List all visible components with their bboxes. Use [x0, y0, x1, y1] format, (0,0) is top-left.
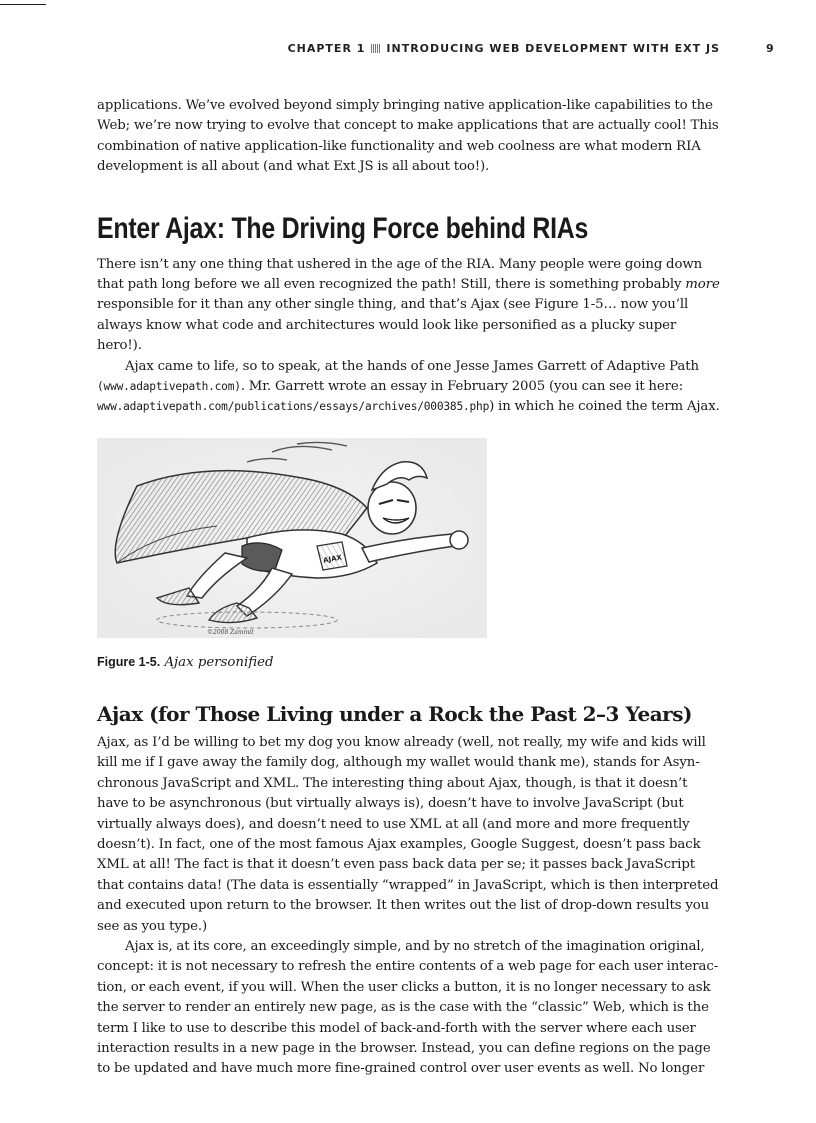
- chapter-title: INTRODUCING WEB DEVELOPMENT WITH EXT JS: [386, 42, 720, 55]
- page-body: [97, 96, 722, 1080]
- figure-label: Figure 1-5.: [97, 654, 161, 669]
- section-heading-ajax-rock: Ajax (for Those Living under a Rock the Past 2–3 Years): [97, 701, 692, 726]
- section1-paragraph-1: [97, 255, 722, 357]
- fist: [450, 531, 468, 549]
- header-separator-icon: [371, 44, 380, 53]
- running-header: [0, 42, 720, 55]
- text-run: . Mr. Garrett wrote an essay in February 2005 (you can see it here:: [240, 379, 684, 395]
- section2-paragraph-1: Ajax, as I’d be willing to bet my dog you know already (well, not really, my wife and kids will kill me if I gave away the family dog, although my wallet would thank me), stands for Asyn-chronous JavaScript and XML. The interesting thing about Ajax, though, is that it doesn’t have to be asynchronous (but virtually always is), doesn’t have to involve JavaScript (but virtually always does), and doesn’t need to use XML at all (and more and more frequently doesn’t). In fact, one of the most famous Ajax examples, Google Suggest, doesn’t pass back XML at all! The fact is that it doesn’t even pass back data per se; it passes back JavaScript that contains data! (The data is essentially “wrapped” in JavaScript, which is then interpreted and executed upon return to the browser. It then writes out the list of drop-down results you see as you type.): [97, 734, 719, 934]
- text-run: Ajax came to life, so to speak, at the hands of one Jesse James Garrett of Adaptive Path: [125, 358, 699, 374]
- figure-ajax-superhero: [97, 438, 487, 638]
- text-run: There isn’t any one thing that ushered in the age of the RIA. Many people were going down that path long before we all even recognized the path! Still, there is something probably: [97, 256, 703, 293]
- emphasis-more: more: [685, 277, 720, 293]
- text-run: responsible for it than any other single thing, and that’s Ajax (see Figure 1-5… now you’ll always know what code and architectures would look like personified as a plucky super hero!).: [97, 297, 689, 354]
- chest-emblem-text: AJAX: [322, 553, 343, 565]
- section2-paragraph-2: Ajax is, at its core, an exceedingly simple, and by no stretch of the imagination original, concept: it is not necessary to refresh the entire contents of a web page for each user interac-tion, or each event, if you will. When the user clicks a button, it is no longer necessary to ask the server to render an entirely new page, as is the case with the “classic” Web, which is the term I like to use to describe this model of back-and-forth with the server where each user interaction results in a new page in the browser. Instead, you can define regions on the page to be updated and have much more fine-grained control over user events as well. No longer: [97, 938, 719, 1077]
- chapter-label: CHAPTER 1: [287, 42, 366, 55]
- section1-paragraph-2: [97, 357, 722, 418]
- figure-caption-text: Ajax personified: [164, 654, 274, 670]
- head: [368, 482, 416, 534]
- trunks: [242, 543, 282, 571]
- section-heading-enter-ajax: Enter Ajax: The Driving Force behind RIAs: [97, 211, 589, 245]
- corner-rule: [0, 4, 46, 5]
- text-run: ) in which he coined the term Ajax.: [489, 399, 720, 415]
- figure-caption: [97, 652, 722, 673]
- intro-paragraph: applications. We’ve evolved beyond simply bringing native application-like capabilities to the Web; we’re now trying to evolve that concept to make applications that are actually cool! This combination of native application-like functionality and web coolness are what modern RIA development is all about (and what Ext JS is all about too!).: [97, 98, 719, 175]
- code-url-essay: www.adaptivepath.com/publications/essays/archives/000385.php: [97, 400, 490, 414]
- artist-signature: ©2008 Zammit: [207, 628, 254, 636]
- page-number: 9: [766, 42, 774, 55]
- code-url-adaptivepath: (www.adaptivepath.com): [97, 380, 241, 394]
- superhero-illustration: [97, 438, 487, 638]
